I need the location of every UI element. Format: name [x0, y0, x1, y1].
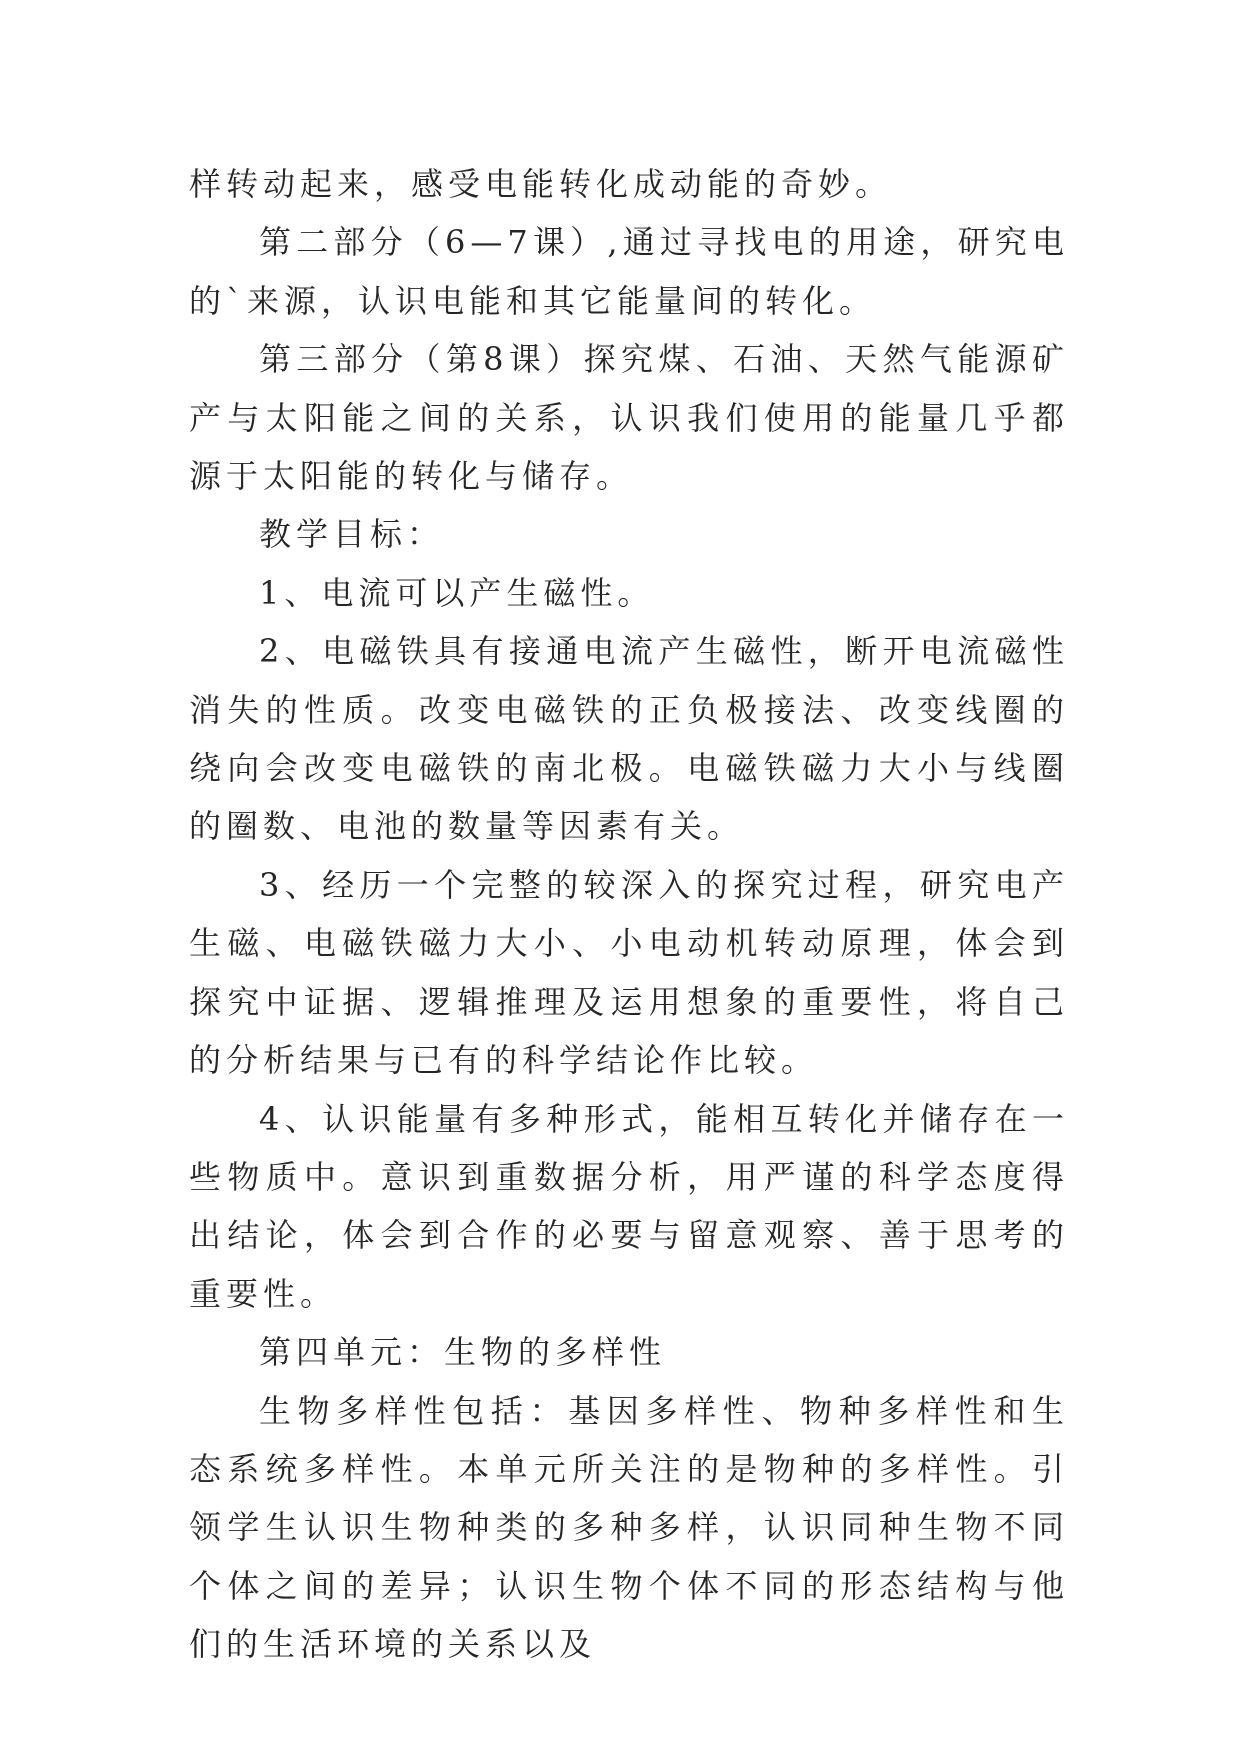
paragraph-part-three: 第三部分（第8课）探究煤、石油、天然气能源矿产与太阳能之间的关系，认识我们使用的能量几乎都源于太阳能的转化与储存。: [189, 340, 1069, 496]
paragraph-biodiversity: 生物多样性包括：基因多样性、物种多样性和生态系统多样性。本单元所关注的是物种的多样性。引领学生认识生物种类的多种多样，认识同种生物不同个体之间的差异；认识生物个体不同的形态结构与他们的生活环境的关系以及: [189, 1391, 1069, 1664]
document-body: [189, 155, 1069, 1674]
paragraph-continuation: 样转动起来，感受电能转化成动能的奇妙。: [189, 165, 893, 203]
heading-unit-four: 第四单元：生物的多样性: [259, 1333, 667, 1372]
goal-item-1: 1、电流可以产生磁性。: [259, 573, 655, 612]
goal-item-2: 2、电磁铁具有接通电流产生磁性，断开电流磁性消失的性质。改变电磁铁的正负极接法、改变线圈的绕向会改变电磁铁的南北极。电磁铁磁力大小与线圈的圈数、电池的数量等因素有关。: [189, 632, 1069, 846]
goal-item-3: 3、经历一个完整的较深入的探究过程，研究电产生磁、电磁铁磁力大小、小电动机转动原理，体会到探究中证据、逻辑推理及运用想象的重要性，将自己的分析结果与已有的科学结论作比较。: [189, 865, 1069, 1080]
paragraph-part-two: 第二部分（6—7课）,通过寻找电的用途，研究电的`来源，认识电能和其它能量间的转化。: [189, 223, 1069, 320]
goal-item-4: 4、认识能量有多种形式，能相互转化并储存在一些物质中。意识到重数据分析，用严谨的科学态度得出结论，体会到合作的必要与留意观察、善于思考的重要性。: [189, 1099, 1069, 1313]
heading-teaching-goals: 教学目标：: [259, 515, 445, 554]
